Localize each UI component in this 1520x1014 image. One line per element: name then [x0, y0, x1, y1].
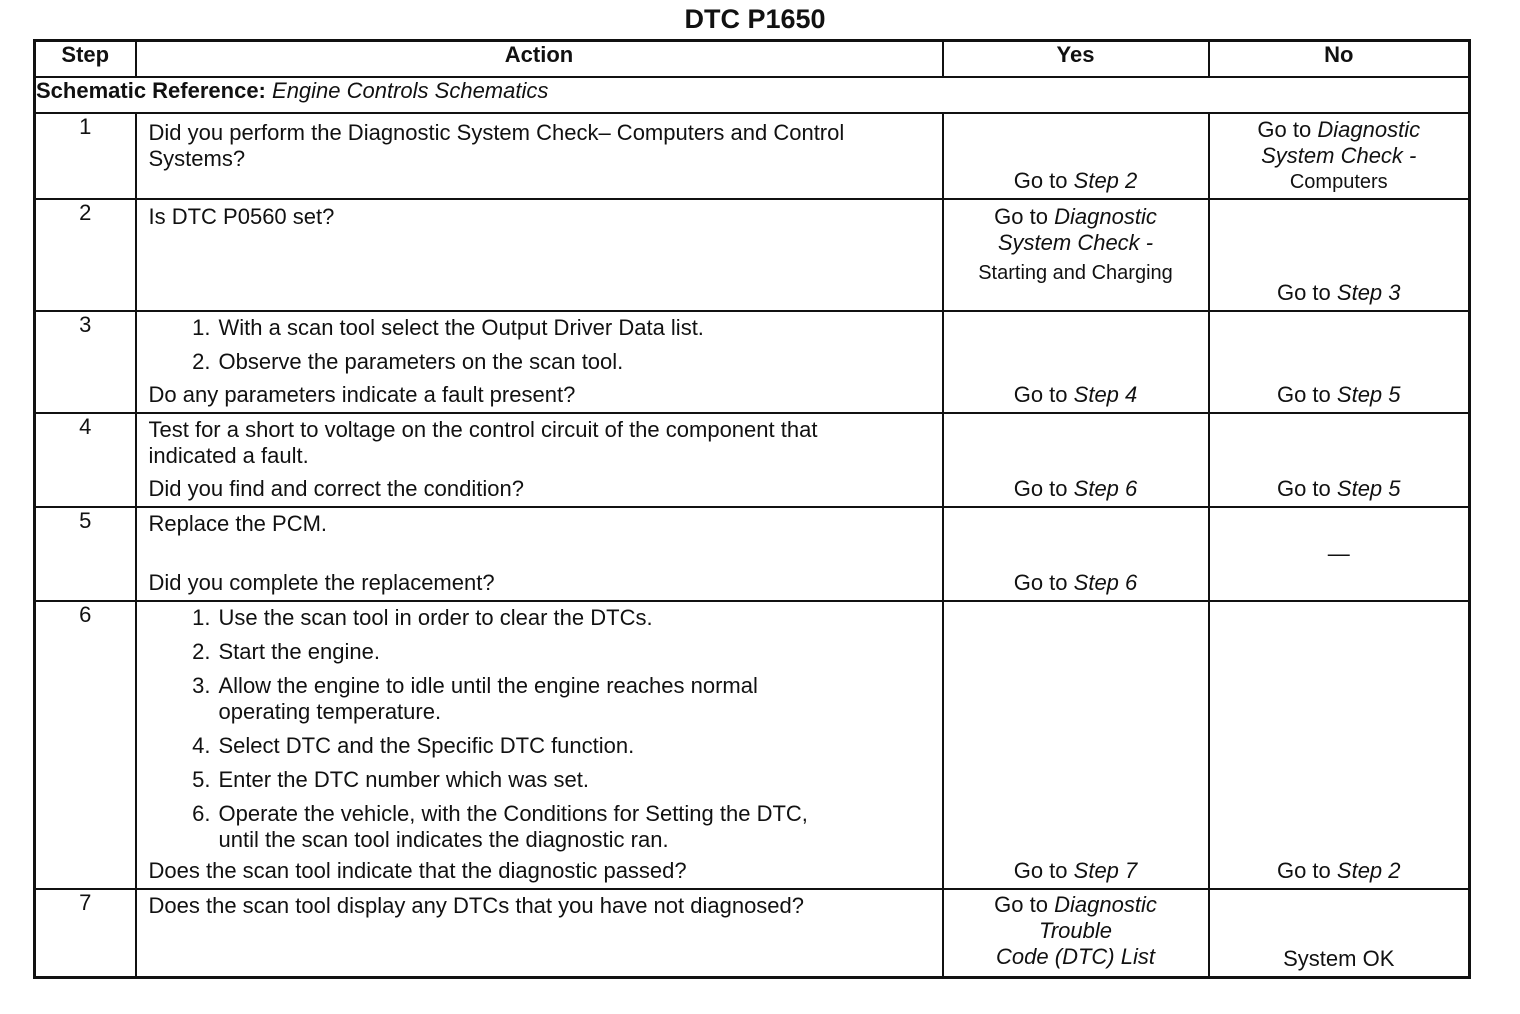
no-dash: — — [1327, 541, 1350, 566]
header-step: Step — [35, 41, 136, 78]
yes-goto-link[interactable]: Go to Step 6 — [1013, 476, 1138, 501]
step-number: 7 — [35, 889, 136, 977]
no-cell — [1209, 113, 1470, 199]
yes-cell — [943, 113, 1209, 199]
action-question: Does the scan tool indicate that the diagnostic passed? — [148, 858, 687, 883]
action-text: indicated a fault. — [148, 443, 309, 468]
schematic-reference-label: Schematic Reference: — [36, 78, 266, 103]
list-item: 2. Observe the parameters on the scan tool. — [192, 349, 624, 374]
no-goto-link[interactable]: Go to Step 3 — [1276, 280, 1401, 305]
no-cell — [1209, 311, 1470, 413]
list-item: 2. Start the engine. — [192, 639, 380, 664]
yes-cell — [943, 413, 1209, 507]
list-item: 1. With a scan tool select the Output Driver Data list. — [192, 315, 704, 340]
list-item: 5. Enter the DTC number which was set. — [192, 767, 589, 792]
table-row — [35, 311, 1470, 413]
action-question: Did you find and correct the condition? — [148, 476, 524, 501]
no-goto-link[interactable]: Go to Step 5 — [1276, 382, 1401, 407]
action-text: Did you perform the Diagnostic System Check– Computers and Control — [148, 120, 845, 145]
yes-cell — [943, 601, 1209, 889]
list-item: 4. Select DTC and the Specific DTC function. — [192, 733, 635, 758]
no-cell — [1209, 889, 1470, 977]
diagnostic-table — [33, 39, 1471, 979]
step-number: 2 — [35, 199, 136, 311]
no-cell — [1209, 507, 1470, 601]
table-row — [35, 199, 1470, 311]
action-text: Systems? — [148, 146, 246, 171]
header-yes: Yes — [943, 41, 1209, 78]
yes-cell — [943, 507, 1209, 601]
table-row — [35, 507, 1470, 601]
table-row — [35, 601, 1470, 889]
yes-goto-link[interactable]: Go to Step 6 — [1013, 570, 1138, 595]
no-goto-link[interactable]: Go to Step 5 — [1276, 476, 1401, 501]
action-cell — [136, 113, 943, 199]
schematic-reference — [35, 77, 1470, 113]
yes-cell — [943, 311, 1209, 413]
no-cell — [1209, 601, 1470, 889]
action-text: Does the scan tool display any DTCs that you have not diagnosed? — [148, 893, 805, 918]
action-cell — [136, 413, 943, 507]
table-header-row — [35, 41, 1470, 78]
action-cell — [136, 601, 943, 889]
no-goto-link[interactable]: Go to Step 2 — [1276, 858, 1401, 883]
action-question: Do any parameters indicate a fault present? — [148, 382, 576, 407]
action-text: Is DTC P0560 set? — [148, 204, 335, 229]
header-action: Action — [136, 41, 943, 78]
step-number: 5 — [35, 507, 136, 601]
schematic-reference-link[interactable]: Engine Controls Schematics — [272, 78, 549, 103]
yes-goto-link[interactable]: Go to Step 2 — [1013, 168, 1138, 193]
table-row — [35, 889, 1470, 977]
action-question: Did you complete the replacement? — [148, 570, 495, 595]
action-cell — [136, 199, 943, 311]
step-number: 4 — [35, 413, 136, 507]
list-item: 6. Operate the vehicle, with the Conditions for Setting the DTC, until the scan tool indicates the diagnostic ran. — [192, 801, 808, 852]
procedure-list — [149, 605, 934, 853]
table-row — [35, 113, 1470, 199]
action-cell — [136, 889, 943, 977]
schematic-reference-row — [35, 77, 1470, 113]
page-title: DTC P1650 — [684, 4, 826, 34]
no-cell — [1209, 413, 1470, 507]
no-cell — [1209, 199, 1470, 311]
list-item: 3. Allow the engine to idle until the engine reaches normal operating temperature. — [192, 673, 758, 724]
yes-cell — [943, 199, 1209, 311]
header-no: No — [1209, 41, 1470, 78]
action-text: Replace the PCM. — [148, 511, 328, 536]
step-number: 1 — [35, 113, 136, 199]
action-cell — [136, 507, 943, 601]
action-text: Test for a short to voltage on the control circuit of the component that — [148, 417, 818, 442]
system-ok-text: System OK — [1283, 945, 1395, 971]
list-item: 1. Use the scan tool in order to clear the DTCs. — [192, 605, 653, 630]
table-row — [35, 413, 1470, 507]
yes-goto-link[interactable]: Go to Diagnostic System Check - Starting and Charging — [978, 204, 1173, 284]
step-number: 6 — [35, 601, 136, 889]
yes-goto-link[interactable]: Go to Diagnostic Trouble Code (DTC) List — [994, 892, 1157, 969]
yes-goto-link[interactable]: Go to Step 7 — [1013, 858, 1138, 883]
step-number: 3 — [35, 311, 136, 413]
yes-goto-link[interactable]: Go to Step 4 — [1013, 382, 1138, 407]
action-cell — [136, 311, 943, 413]
procedure-list — [149, 315, 934, 375]
no-goto-link[interactable]: Go to Diagnostic System Check - Computers — [1257, 117, 1421, 193]
yes-cell — [943, 889, 1209, 977]
